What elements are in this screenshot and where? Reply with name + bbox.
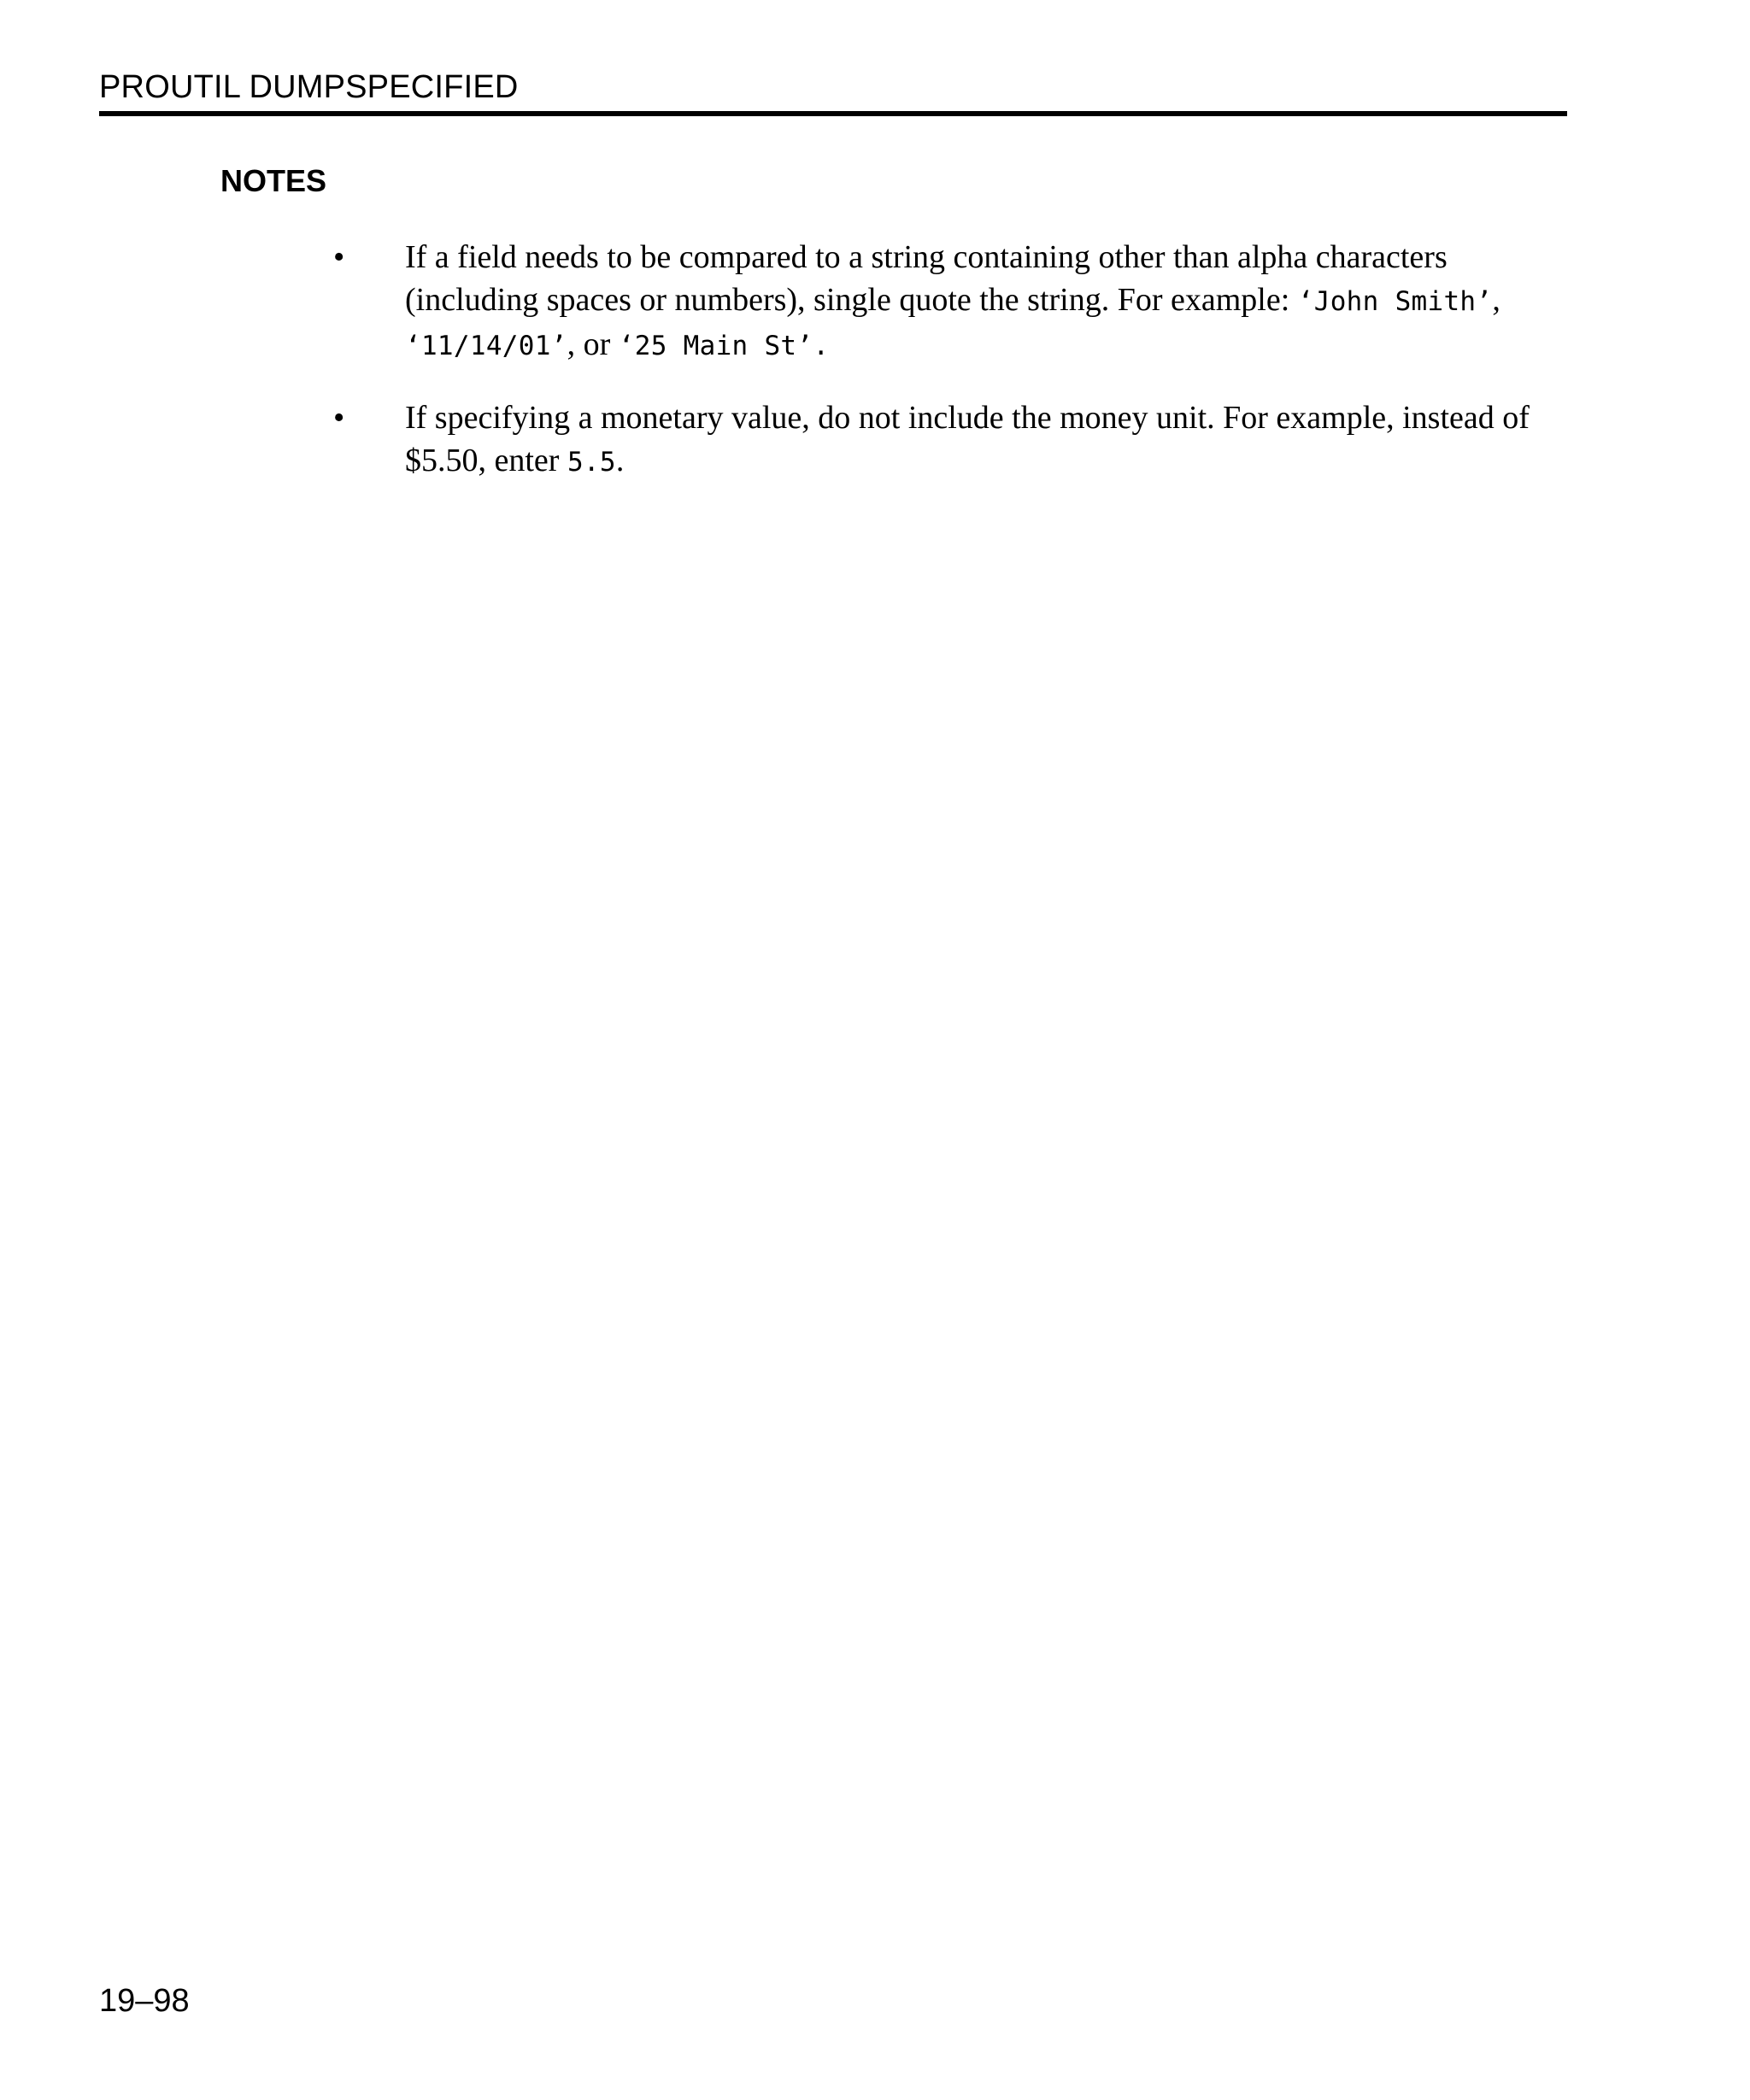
- code-example: ‘John Smith’: [1297, 286, 1493, 317]
- note-text: ,: [1492, 282, 1500, 318]
- page-number: 19–98: [99, 1983, 190, 2019]
- note-item: [405, 396, 1569, 484]
- note-text: If specifying a monetary value, do not include the money unit. For example, instead of $5.50, enter: [405, 400, 1530, 478]
- header-rule: [99, 111, 1567, 116]
- note-text: .: [615, 443, 625, 478]
- note-text: If a field needs to be compared to a string containing other than alpha characters (including spaces or numbers), single quote the string. For example:: [405, 239, 1448, 318]
- code-example: ‘25 Main St’.: [618, 331, 830, 361]
- running-header: PROUTIL DUMPSPECIFIED: [99, 69, 519, 105]
- code-example: ‘11/14/01’: [405, 331, 567, 361]
- bullet-icon: •: [333, 400, 345, 436]
- note-item: [405, 236, 1569, 367]
- code-example: 5.5: [567, 447, 616, 478]
- bullet-icon: •: [333, 239, 345, 275]
- note-text: , or: [567, 326, 619, 362]
- notes-heading: NOTES: [220, 163, 327, 198]
